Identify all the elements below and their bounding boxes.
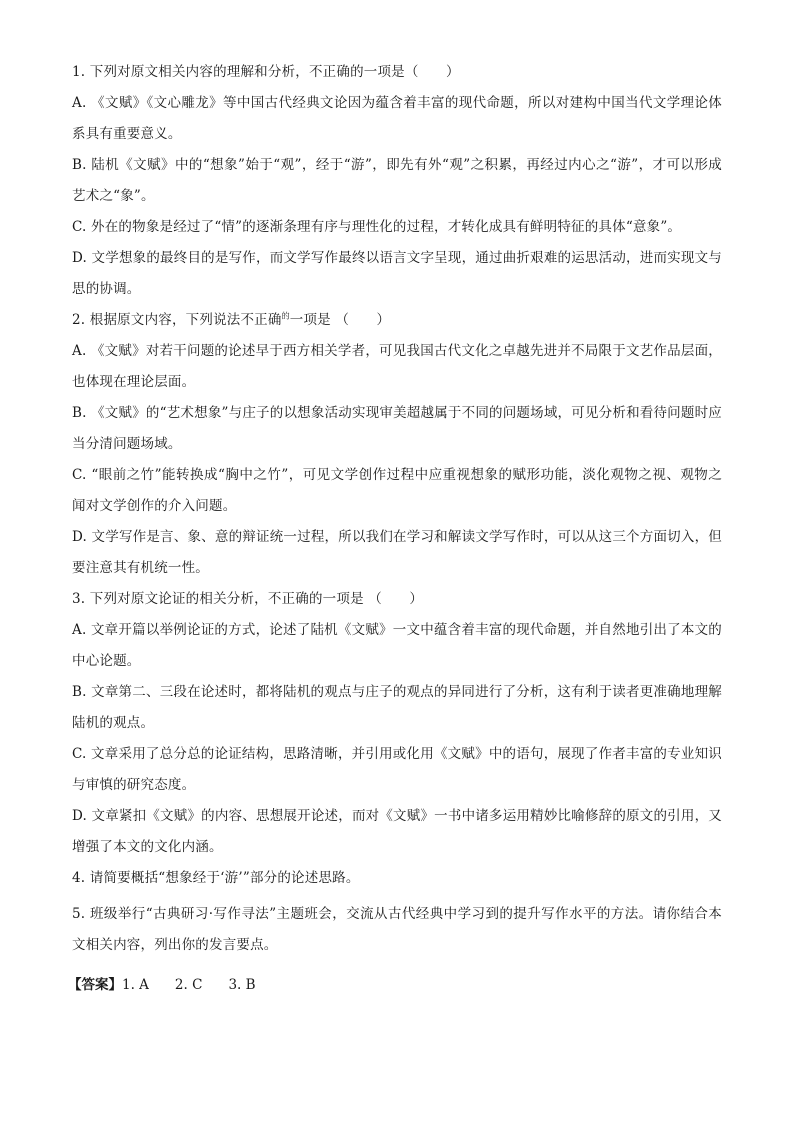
question-2-stem-post: 一项是 （ ） <box>289 312 391 328</box>
question-1-option-a: A. 《文赋》《文心雕龙》等中国古代经典文论因为蕴含着丰富的现代命题，所以对建构中国当代文学理论体系具有重要意义。 <box>72 95 722 142</box>
question-2-option-c: C. “眼前之竹”能转换成“胸中之竹”，可见文学创作过程中应重视想象的赋形功能，淡化观物之视、观物之闻对文学创作的介入问题。 <box>72 467 722 514</box>
answer-item-3: 3. B <box>228 977 256 993</box>
question-3-option-a: A. 文章开篇以举例论证的方式，论述了陆机《文赋》一文中蕴含着丰富的现代命题，并自然地引出了本文的中心论题。 <box>72 622 722 669</box>
document-page <box>68 62 722 996</box>
question-1-option-c: C. 外在的物象是经过了“情”的逐渐条理有序与理性化的过程，才转化成具有鲜明特征的具体“意象”。 <box>72 219 682 235</box>
question-3-option-c: C. 文章采用了总分总的论证结构，思路清晰，并引用或化用《文赋》中的语句，展现了作者丰富的专业知识与审慎的研究态度。 <box>72 746 722 793</box>
question-2-stem-sup: 的 <box>281 311 290 321</box>
question-3-option-d: D. 文章紧扣《文赋》的内容、思想展开论述，而对《文赋》一书中诸多运用精妙比喻修辞的原文的引用，又增强了本文的文化内涵。 <box>72 808 722 855</box>
question-2-stem-pre: 2. 根据原文内容，下列说法不正确 <box>72 312 282 328</box>
answer-item-1: 1. A <box>122 977 149 993</box>
question-3-stem: 3. 下列对原文论证的相关分析，不正确的一项是 （ ） <box>72 591 424 607</box>
question-2-stem <box>72 310 722 331</box>
question-1-option-b: B. 陆机《文赋》中的“想象”始于“观”，经于“游”，即先有外“观”之积累，再经过内心之“游”，才可以形成艺术之“象”。 <box>72 157 722 204</box>
question-5-stem: 5. 班级举行“古典研习·写作寻法”主题班会，交流从古代经典中学习到的提升写作水平的方法。请你结合本文相关内容，列出你的发言要点。 <box>72 906 722 953</box>
answer-item-2: 2. C <box>174 977 203 993</box>
answer-label: 【答案】 <box>68 977 122 993</box>
question-2-option-b: B. 《文赋》的“艺术想象”与庄子的以想象活动实现审美超越属于不同的问题场域，可见分析和看待问题时应当分清问题场域。 <box>72 405 722 452</box>
question-4-stem: 4. 请简要概括“想象经于‘游’”部分的论述思路。 <box>72 870 360 886</box>
question-2-option-d: D. 文学写作是言、象、意的辩证统一过程，所以我们在学习和解读文学写作时，可以从这三个方面切入，但要注意其有机统一性。 <box>72 529 722 576</box>
question-1-option-d: D. 文学想象的最终目的是写作，而文学写作最终以语言文字呈现，通过曲折艰难的运思活动，进而实现文与思的协调。 <box>72 250 722 297</box>
question-2-option-a: A. 《文赋》对若干问题的论述早于西方相关学者，可见我国古代文化之卓越先进并不局限于文艺作品层面，也体现在理论层面。 <box>72 343 722 390</box>
question-1-stem: 1. 下列对原文相关内容的理解和分析，不正确的一项是（ ） <box>72 64 460 80</box>
answer-row <box>68 975 722 996</box>
question-3-option-b: B. 文章第二、三段在论述时，都将陆机的观点与庄子的观点的异同进行了分析，这有利于读者更准确地理解陆机的观点。 <box>72 684 722 731</box>
